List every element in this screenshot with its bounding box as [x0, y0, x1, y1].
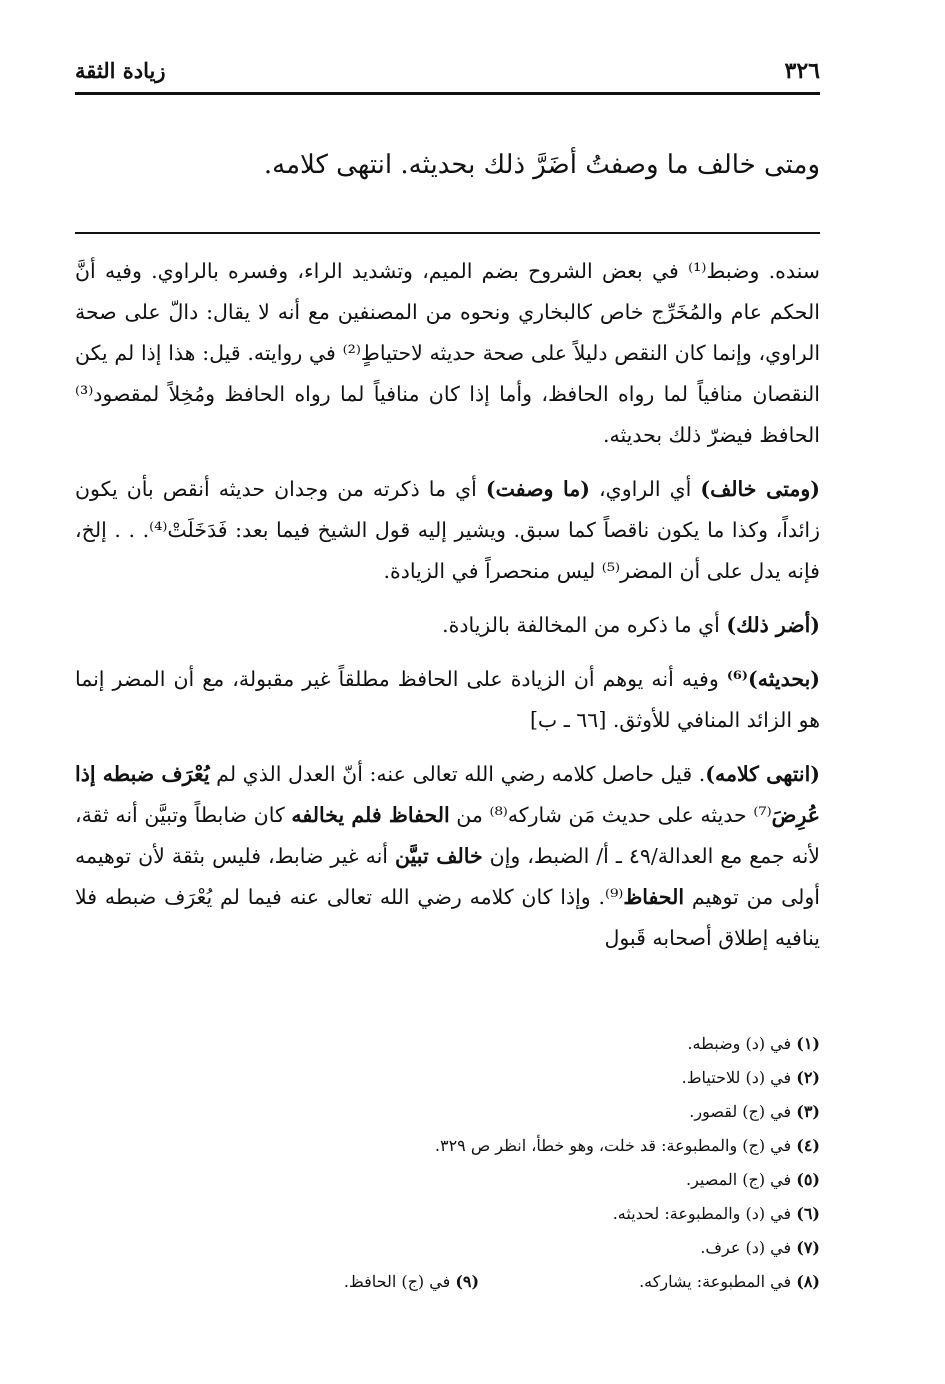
footnote	[639, 1265, 820, 1299]
main-text: ومتى خالف ما وصفتُ أضَرَّ ذلك بحديثه. انتهى كلامه.	[263, 150, 820, 180]
footnote-number: (٣)	[796, 1102, 820, 1121]
footnote-text: في (د) للاحتياط.	[681, 1068, 792, 1087]
lemma-ma-wasaft: (ما وصفت)	[485, 477, 590, 501]
quoted-phrase: الحفاظ فلم يخالفه	[291, 803, 450, 827]
footnote-text: في المطبوعة: يشاركه.	[639, 1272, 792, 1291]
commentary-paragraph-2	[75, 469, 820, 592]
page-number: ٣٢٦	[784, 58, 820, 84]
lemma-intaha-kalamuhu: (انتهى كلامه)	[705, 762, 821, 786]
commentary-text: أي ما ذكرته من وجدان حديثه أنقص بأن يكون زائداً، وكذا ما يكون ناقصاً كما سبق. ويشير إليه قول الشيخ فيما بعد: فَدَخَلَتْ⁽⁴⁾. . . إلخ، فإنه يدل على أن المضر⁽⁵⁾ ليس منحصراً في الزيادة.	[75, 477, 820, 583]
footnote-number: (٨)	[796, 1272, 820, 1291]
footnote-number: (٧)	[796, 1238, 820, 1257]
running-title: زيادة الثقة	[75, 58, 166, 83]
footnotes	[75, 1027, 820, 1299]
commentary-text: أي الراوي،	[589, 477, 701, 501]
footnote	[75, 1095, 820, 1129]
commentary-paragraph-3	[75, 605, 820, 646]
footnote-number: (٩)	[455, 1272, 480, 1291]
footnote	[344, 1265, 479, 1299]
footnote-number: (٤)	[796, 1136, 820, 1155]
commentary-body	[75, 251, 820, 972]
footnote-number: (٢)	[796, 1068, 820, 1087]
footnote-number: (١)	[796, 1034, 820, 1053]
lemma-adarra-dhalika: (أضر ذلك)	[726, 613, 820, 637]
commentary-text: أنه غير ضابط، فليس بثقة لأن توهيمه أولى من توهيم	[75, 844, 820, 909]
footnote	[75, 1231, 820, 1265]
footnote	[75, 1129, 820, 1163]
footnote-number: (٥)	[796, 1170, 820, 1189]
footnote-number: (٦)	[796, 1204, 820, 1223]
footnote-text: في (د) عرف.	[700, 1238, 792, 1257]
lemma-bi-hadithihi: (بحديثه)⁽⁶⁾	[726, 667, 820, 691]
footnote-text: في (ج) لقصور.	[689, 1102, 792, 1121]
commentary-paragraph-1: سنده. وضبط⁽¹⁾ في بعض الشروح بضم الميم، وتشديد الراء، وفسره بالراوي. وفيه أنَّ الحكم عام والمُخَرِّج خاص كالبخاري ونحوه من المصنفين مع أنه لا يقال: دالّ على صحة الراوي، وإنما كان النقص دليلاً على صحة حديثه لاحتياطٍ⁽²⁾ في روايته. قيل: هذا إذا لم يكن النقصان منافياً لما رواه الحافظ، وأما إذا كان منافياً لما رواه الحافظ ومُخِلاً لمقصود⁽³⁾ الحافظ فيضرّ ذلك بحديثه.	[75, 259, 821, 447]
footnote-text: في (ج) المصير.	[686, 1170, 792, 1189]
commentary-text: . قيل حاصل كلامه رضي الله تعالى عنه: أنّ العدل الذي لم	[209, 762, 706, 786]
footnote-text: في (ج) الحافظ.	[343, 1272, 451, 1291]
commentary-text: ⁽⁹⁾. وإذا كان كلامه رضي الله تعالى عنه فيما لم يُعْرَف ضبطه فلا ينافيه إطلاق أصحابه قَبول	[75, 885, 820, 950]
separator-rule	[75, 232, 820, 234]
lemma-wa-mata-khalafa: (ومتى خالف)	[700, 477, 820, 501]
commentary-paragraph-4	[75, 659, 820, 741]
commentary-text: ⁽⁷⁾ حديثه على حديث مَن شاركه⁽⁸⁾ من	[449, 803, 772, 827]
commentary-paragraph-5	[75, 754, 820, 959]
quoted-phrase: يُعْرَف ضبطه إذا عُرِضَ	[75, 762, 820, 827]
quoted-phrase: الحفاظ	[623, 885, 685, 909]
footnote	[75, 1197, 820, 1231]
footnote	[75, 1061, 820, 1095]
footnote-text: في (ج) والمطبوعة: قد خلت، وهو خطأ، انظر ص ٣٢٩.	[434, 1136, 792, 1155]
quoted-phrase: خالف تبيَّن	[395, 844, 483, 868]
commentary-text: وفيه أنه يوهم أن الزيادة على الحافظ مطلقاً غير مقبولة، مع أن المضر إنما هو الزائد المنافي للأوثق. [٦٦ ـ ب]	[75, 667, 820, 732]
footnote-text: في (د) والمطبوعة: لحديثه.	[612, 1204, 792, 1223]
page-header	[75, 58, 820, 95]
footnote	[75, 1163, 820, 1197]
footnote-text: في (د) وضبطه.	[687, 1034, 792, 1053]
commentary-text: كان ضابطاً وتبيَّن أنه ثقة، لأنه جمع مع العدالة/٤٩ ـ أ/ الضبط، وإن	[75, 803, 820, 868]
footnote	[75, 1027, 820, 1061]
commentary-text: أي ما ذكره من المخالفة بالزيادة.	[442, 613, 727, 637]
footnote-row	[75, 1265, 820, 1299]
